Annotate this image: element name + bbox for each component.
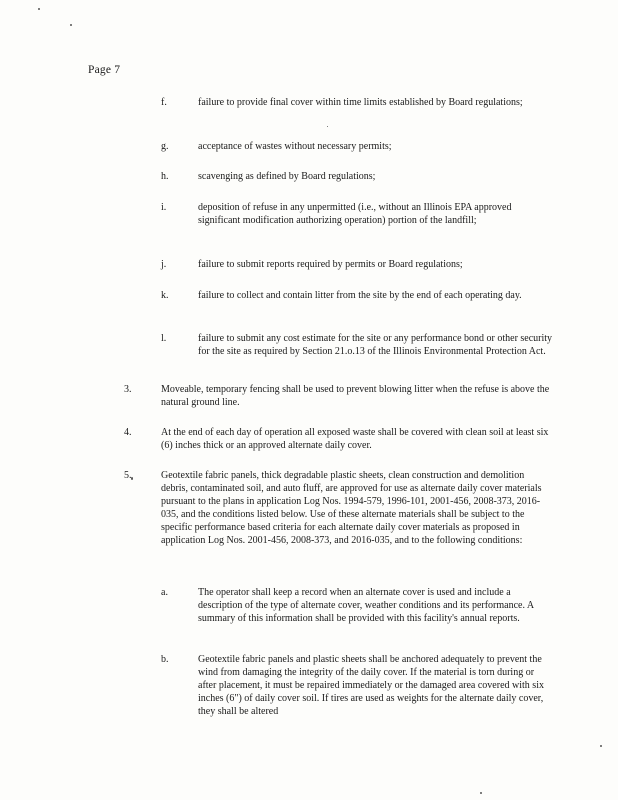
item-label: f.: [161, 97, 167, 108]
scan-speck: [131, 477, 133, 480]
item-text: failure to submit any cost estimate for the site or any performance bond or other security for the site as required by Section 21.o.13 of the Illinois Environmental Protection Act.: [198, 333, 553, 357]
item-text: failure to submit reports required by permits or Board regulations;: [198, 259, 463, 270]
item-text: deposition of refuse in any unpermitted (i.e., without an Illinois EPA approved significant modification authorizing operation) portion of the landfill;: [198, 202, 512, 226]
item-text: The operator shall keep a record when an alternate cover is used and include a description of the type of alternate cover, weather conditions and its performance. A summary of this information shall be provided with this facility's annual reports.: [198, 587, 534, 624]
scan-speck: [480, 792, 482, 794]
item-text: Geotextile fabric panels and plastic sheets shall be anchored adequately to prevent the wind from damaging the integrity of the daily cover. If the material is torn during or after placement, it must be repaired immediately or the damaged area covered with six inches (6") of daily cover soil. If tires are used as weights for the alternate daily cover, they shall be altered: [198, 654, 544, 717]
item-text: acceptance of wastes without necessary permits;: [198, 141, 392, 152]
item-number: 5.: [124, 470, 132, 481]
scan-speck: [327, 126, 328, 127]
item-number: 4.: [124, 427, 132, 438]
scan-speck: [600, 745, 602, 747]
item-text: Geotextile fabric panels, thick degradable plastic sheets, clean construction and demolition debris, contaminated soil, and auto fluff, are approved for use as alternate daily cover materials pursuant to the plans in application Log Nos. 1994-579, 1996-101, 2001-456, 2008-373, 2016-035, and the conditions listed below. Use of these alternate materials shall be subject to the specific performance based criteria for each alternate daily cover materials as proposed in application Log Nos. 2001-456, 2008-373, and 2016-035, and to the following conditions:: [161, 470, 542, 546]
item-text: At the end of each day of operation all exposed waste shall be covered with clean soil at least six (6) inches thick or an approved alternate daily cover.: [161, 427, 549, 451]
item-text: Moveable, temporary fencing shall be used to prevent blowing litter when the refuse is above the natural ground line.: [161, 384, 550, 408]
page-number: Page 7: [88, 64, 121, 76]
scan-speck: [38, 8, 40, 10]
item-text: scavenging as defined by Board regulations;: [198, 171, 376, 182]
item-label: l.: [161, 333, 167, 344]
item-text: failure to provide final cover within time limits established by Board regulations;: [198, 97, 523, 108]
item-label: b.: [161, 654, 169, 665]
item-label: i.: [161, 202, 167, 213]
item-number: 3.: [124, 384, 132, 395]
item-label: h.: [161, 171, 169, 182]
item-label: a.: [161, 587, 168, 598]
item-text: failure to collect and contain litter from the site by the end of each operating day.: [198, 290, 522, 301]
item-label: k.: [161, 290, 169, 301]
scan-speck: [70, 24, 72, 26]
item-label: g.: [161, 141, 169, 152]
item-label: j.: [161, 259, 167, 270]
